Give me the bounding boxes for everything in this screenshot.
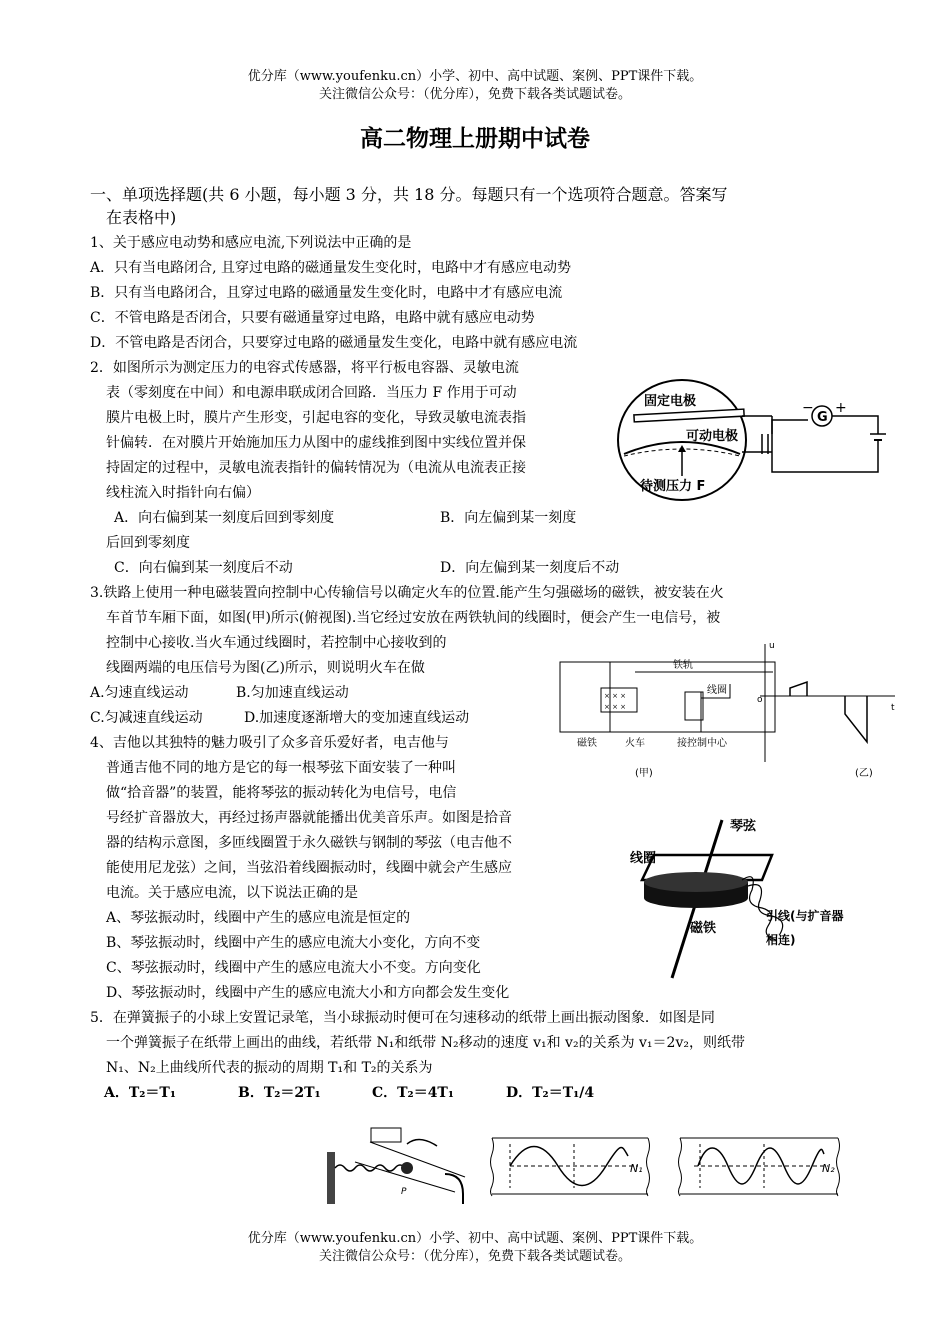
page-title: 高二物理上册期中试卷 <box>360 125 590 152</box>
q5-option-b: B．T₂＝2T₁ <box>238 1085 321 1101</box>
lead-label-1: 引线(与扩音器 <box>766 909 844 923</box>
lead-label-2: 相连) <box>766 933 796 947</box>
q2-option-b-cont: 后回到零刻度 <box>106 535 190 551</box>
q1-option-c: C．不管电路是否闭合，只要有磁通量穿过电路，电路中就有感应电动势 <box>90 310 535 326</box>
q3-line-2: 车首节车厢下面，如图(甲)所示(俯视图).当它经过安放在两铁轨间的线圈时，便会产生一电信号，被 <box>106 610 721 626</box>
q3-option-d: D.加速度逐渐增大的变加速直线运动 <box>244 710 470 726</box>
magnet-label: 磁铁 <box>690 921 717 936</box>
q3-option-a: A.匀速直线运动 <box>90 685 189 701</box>
control-center-label: 接控制中心 <box>677 738 727 749</box>
header-line-2: 关注微信公众号：（优分库），免费下载各类试题试卷。 <box>318 87 631 102</box>
q5-option-a: A．T₂＝T₁ <box>104 1085 176 1101</box>
q4-line-4: 号经扩音器放大，再经过扬声器就能播出优美音乐声。如图是拾音 <box>106 810 512 826</box>
q3-option-c: C.匀减速直线运动 <box>90 710 203 726</box>
svg-text:+: + <box>835 400 847 416</box>
q1-option-b: B．只有当电路闭合，且穿过电路的磁通量发生变化时，电路中才有感应电流 <box>90 285 563 301</box>
footer-line-2: 关注微信公众号：（优分库），免费下载各类试题试卷。 <box>318 1249 631 1264</box>
negative-pulse <box>845 696 867 742</box>
section-heading-line2: 在表格中) <box>106 208 177 227</box>
q4-line-1: 4、吉他以其独特的魅力吸引了众多音乐爱好者，电吉他与 <box>90 735 449 751</box>
q4-line-2: 普通吉他不同的地方是它的每一根琴弦下面安装了一种叫 <box>106 760 456 776</box>
q1-option-a: A．只有当电路闭合, 且穿过电路的磁通量发生变化时，电路中才有感应电动势 <box>90 260 572 276</box>
svg-text:× × ×: × × × <box>604 703 627 711</box>
q4-line-3: 做“拾音器”的装置，能将琴弦的振动转化为电信号，电信 <box>106 785 457 801</box>
header-line-1: 优分库（www.youfenku.cn）小学、初中、高中试题、案例、PPT课件下载。 <box>247 69 703 84</box>
q5-line-3: N₁、N₂上曲线所代表的振动的周期 T₁和 T₂的关系为 <box>106 1060 433 1076</box>
q2-line-6: 线柱流入时指针向右偏） <box>106 485 260 501</box>
q4-option-c: C、琴弦振动时，线圈中产生的感应电流大小不变。方向变化 <box>106 960 481 976</box>
svg-text:−: − <box>802 400 814 416</box>
fixed-electrode-label: 固定电极 <box>644 394 697 409</box>
n1-label: N₁ <box>630 1162 643 1175</box>
magnet-label: 磁铁 <box>577 738 597 749</box>
q5-line-1: 5．在弹簧振子的小球上安置记录笔，当小球振动时便可在匀速移动的纸带上画出振动图象．如图是同 <box>90 1010 715 1026</box>
footer-line-1: 优分库（www.youfenku.cn）小学、初中、高中试题、案例、PPT课件下载。 <box>247 1231 703 1246</box>
q2-line-3: 膜片电极上时，膜片产生形变，引起电容的变化，导致灵敏电流表指 <box>106 410 526 426</box>
q2-option-c: C．向右偏到某一刻度后不动 <box>114 560 293 576</box>
train-label: 火车 <box>625 738 645 749</box>
q4-option-a: A、琴弦振动时，线圈中产生的感应电流是恒定的 <box>106 910 411 926</box>
coil-label: 线圈 <box>630 851 657 866</box>
q5-tape-n2-figure <box>676 1136 846 1198</box>
t-axis-label: t <box>891 703 895 713</box>
galvanometer-label: G <box>817 410 828 425</box>
rail-label: 铁轨 <box>673 660 693 671</box>
u-axis-label: u <box>769 641 775 651</box>
q4-line-5: 器的结构示意图，多匝线圈置于永久磁铁与钢制的琴弦（电吉他不 <box>106 835 512 851</box>
movable-electrode-label: 可动电极 <box>686 429 739 444</box>
pressure-label: 待测压力 F <box>640 479 706 494</box>
q2-line-1: 2．如图所示为测定压力的电容式传感器，将平行板电容器、灵敏电流 <box>90 360 519 376</box>
q4-pickup-figure <box>622 810 887 980</box>
coil-label: 线圈 <box>707 685 727 696</box>
q2-capacitor-sensor-figure <box>612 372 902 502</box>
q2-option-b: B．向左偏到某一刻度 <box>440 510 577 526</box>
q3-option-b: B.匀加速直线运动 <box>236 685 349 701</box>
q4-option-d: D、琴弦振动时，线圈中产生的感应电流大小和方向都会发生变化 <box>106 985 510 1001</box>
q2-option-d: D．向左偏到某一刻度后不动 <box>440 560 620 576</box>
positive-pulse <box>790 682 807 696</box>
q5-tape-n1-figure <box>488 1136 658 1198</box>
q4-line-6: 能使用尼龙弦）之间，当弦沿着线圈振动时，线圈中就会产生感应 <box>106 860 512 876</box>
q5-option-d: D．T₂＝T₁/4 <box>506 1085 595 1101</box>
q1-stem: 1、关于感应电动势和感应电流,下列说法中正确的是 <box>90 235 412 251</box>
q3-line-4: 线圈两端的电压信号为图(乙)所示，则说明火车在做 <box>106 660 425 676</box>
n2-label: N₂ <box>822 1162 835 1175</box>
origin-label: o <box>757 695 763 705</box>
q3-line-3: 控制中心接收.当火车通过线圈时，若控制中心接收到的 <box>106 635 447 651</box>
q2-option-a: A．向右偏到某一刻度后回到零刻度 <box>114 510 335 526</box>
string-label: 琴弦 <box>730 819 757 834</box>
q5-option-c: C．T₂＝4T₁ <box>372 1085 454 1101</box>
q5-line-2: 一个弹簧振子在纸带上画出的曲线，若纸带 N₁和纸带 N₂移动的速度 v₁和 v₂的关系为 v₁＝2v₂，则纸带 <box>106 1035 745 1051</box>
fig-yi-label: (乙) <box>855 768 873 779</box>
q2-line-5: 持固定的过程中，灵敏电流表指针的偏转情况为（电流从电流表正接 <box>106 460 526 476</box>
q1-option-d: D．不管电路是否闭合，只要穿过电路的磁通量发生变化，电路中就有感应电流 <box>90 335 578 351</box>
svg-text:× × ×: × × × <box>604 692 627 700</box>
q5-spring-oscillator-figure <box>315 1122 480 1207</box>
p-label: P <box>401 1187 407 1197</box>
section-heading-line1: 一、单项选择题(共 6 小题，每小题 3 分，共 18 分。每题只有一个选项符合题意。答案写 <box>90 185 728 204</box>
q2-line-4: 针偏转．在对膜片开始施加压力从图中的虚线推到图中实线位置并保 <box>106 435 526 451</box>
q4-option-b: B、琴弦振动时，线圈中产生的感应电流大小变化，方向不变 <box>106 935 481 951</box>
q2-line-2: 表（零刻度在中间）和电源串联成闭合回路．当压力 F 作用于可动 <box>106 385 517 401</box>
q4-line-7: 电流。关于感应电流，以下说法正确的是 <box>106 885 358 901</box>
q3-train-coil-figure <box>555 632 905 782</box>
fig-jia-label: (甲) <box>635 768 653 779</box>
q3-line-1: 3.铁路上使用一种电磁装置向控制中心传输信号以确定火车的位置.能产生匀强磁场的磁铁，被安装在火 <box>90 585 724 601</box>
